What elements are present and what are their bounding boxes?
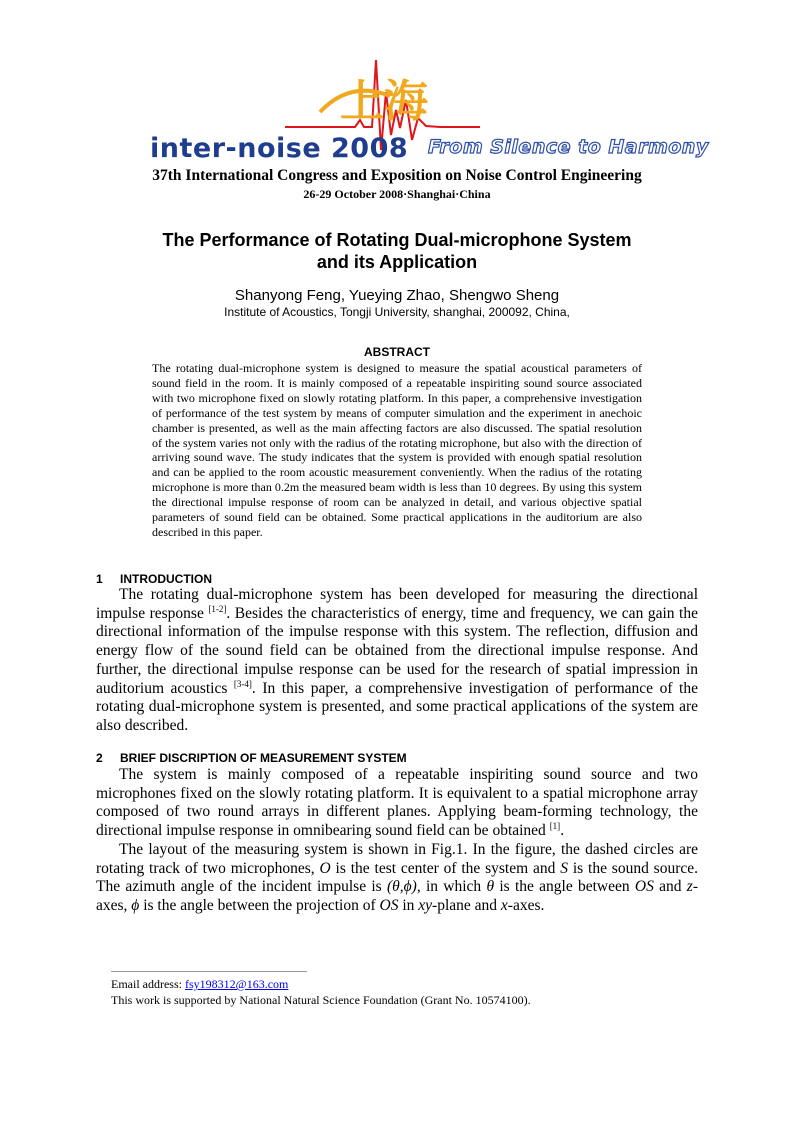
conference-logo [150, 40, 709, 168]
section-1-body [96, 586, 698, 736]
section-number: 1 [96, 572, 103, 586]
logo-chinese-text: 上海 [340, 76, 428, 127]
citation: [1] [549, 821, 561, 832]
citation: [1-2] [208, 603, 227, 614]
paper-title-line2: and its Application [316, 252, 478, 272]
logo-slogan: From Silence to Harmony [428, 136, 709, 158]
logo-text: inter-noise 2008 [150, 133, 409, 164]
paper-title [0, 229, 794, 273]
paper-affiliation: Institute of Acoustics, Tongji University, shanghai, 200092, China, [224, 305, 570, 319]
section-number: 2 [96, 751, 103, 765]
footnote-funding: This work is supported by National Natural Science Foundation (Grant No. 10574100). [111, 993, 531, 1007]
paper-authors: Shanyong Feng, Yueying Zhao, Shengwo Sheng [234, 287, 560, 304]
congress-dates: 26-29 October 2008·Shanghai·China [303, 187, 491, 201]
email-link[interactable]: fsy198312@163.com [184, 977, 289, 991]
paper-title-line1: The Performance of Rotating Dual-microphone System [162, 230, 632, 250]
section-2-heading [96, 751, 407, 765]
section-title: INTRODUCTION [120, 572, 212, 586]
paragraph: The layout of the measuring system is shown in Fig.1. In the figure, the dashed circles are rotating track of two microphones, O is the test center of the system and S is the sound source. The azimuth angle of the incident impulse is (θ,ϕ), in which θ is the angle between OS and z-axes, ϕ is the angle between the projection of OS in xy-plane and x-axes. [96, 840, 699, 914]
congress-title: 37th International Congress and Exposition on Noise Control Engineering [152, 167, 642, 184]
abstract-heading: ABSTRACT [364, 345, 430, 359]
citation: [3-4] [233, 678, 252, 689]
abstract-text: The rotating dual-microphone system is designed to measure the spatial acoustical parameters of sound field in the room. It is mainly composed of a repeatable inspiriting sound source associated with two microphone fixed on slowly rotating platform. In this paper, a comprehensive investigation of performance of the test system by means of computer simulation and the experiment in anechoic chamber is presented, as well as the main affecting factors are also discussed. The spatial resolution of the system varies not only with the radius of the rotating microphone, but also with the direction of arriving sound wave. The study indicates that the system is provided with enough spatial resolution and can be applied to the room acoustic measurement conveniently. When the radius of the rotating microphone is more than 0.2m the measured beam width is less than 10 degrees. By using this system the directional impulse response of room can be analyzed in detail, and various objective spatial parameters of sound field can be obtained. Some practical applications in the auditorium are also described in this paper. [152, 361, 642, 539]
section-1-heading [96, 572, 212, 586]
paragraph: The system is mainly composed of a repeatable inspiriting sound source and two microphones fixed on the slowly rotating platform. It is equivalent to a spatial microphone array composed of two round arrays in different planes. Applying beam-forming technology, the directional impulse response in omnibearing sound field can be obtained [1]. [96, 766, 698, 840]
paragraph: The rotating dual-microphone system has been developed for measuring the directional impulse response [1-2]. Besides the characteristics of energy, time and frequency, we can gain the directional information of the impulse response with this system. The reflection, diffusion and energy flow of the sound field can be obtained from the directional impulse response. And further, the directional impulse response can be used for the research of spatial impression in auditorium acoustics [3-4]. In this paper, a comprehensive investigation of performance of the rotating dual-microphone system is presented, and some practical applications of the system are also described. [96, 586, 698, 734]
footnote-email: Email address: fsy198312@163.com [111, 977, 289, 991]
footnote-divider [111, 971, 307, 972]
section-2-body [96, 766, 698, 916]
section-title: BRIEF DISCRIPTION OF MEASUREMENT SYSTEM [120, 751, 407, 765]
